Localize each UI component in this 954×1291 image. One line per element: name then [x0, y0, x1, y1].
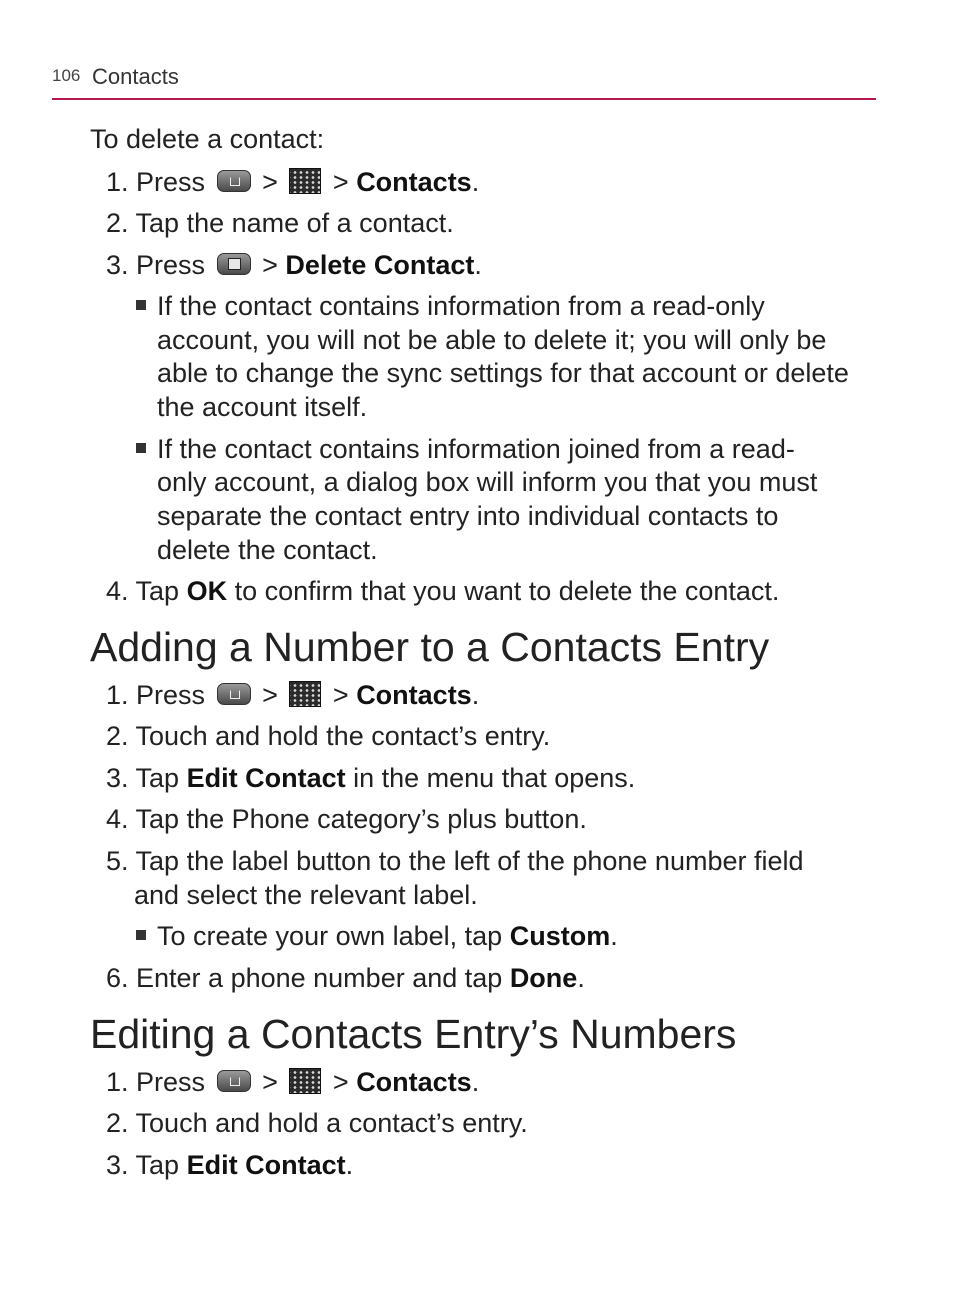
adding-step-6: 6. Enter a phone number and tap Done. [106, 963, 585, 993]
delete-bullet-1-line-2: account, you will not be able to delete it; you will only be [157, 325, 827, 355]
home-key-icon [217, 683, 251, 705]
applications-icon [289, 1068, 321, 1094]
menu-key-icon [217, 253, 251, 275]
editing-step-2: 2. Touch and hold a contact’s entry. [106, 1108, 528, 1138]
applications-icon [289, 168, 321, 194]
section-title-editing-numbers: Editing a Contacts Entry’s Numbers [90, 1011, 737, 1057]
editing-step-1: 1. Press > > Contacts. [106, 1067, 480, 1097]
section-title-adding-number: Adding a Number to a Contacts Entry [90, 624, 770, 670]
delete-step-3: 3. Press > Delete Contact. [106, 250, 482, 280]
page-header [52, 62, 876, 100]
bullet-marker [136, 930, 146, 940]
running-section-title: Contacts [92, 64, 179, 89]
delete-step-4: 4. Tap OK to confirm that you want to delete the contact. [106, 576, 780, 606]
home-key-icon [217, 1070, 251, 1092]
delete-contact-intro: To delete a contact: [90, 124, 325, 154]
delete-bullet-1-line-4: the account itself. [157, 392, 368, 422]
adding-bullet-custom: To create your own label, tap Custom. [136, 919, 618, 953]
delete-bullet-1-line-1: If the contact contains information from a read-only [136, 289, 765, 323]
delete-bullet-2-line-4: delete the contact. [157, 535, 378, 565]
adding-step-2: 2. Touch and hold the contact’s entry. [106, 721, 551, 751]
delete-step-1: 1. Press > > Contacts. [106, 167, 480, 197]
adding-step-5-line-2: and select the relevant label. [134, 880, 478, 910]
delete-bullet-2-line-3: separate the contact entry into individual contacts to [157, 501, 779, 531]
adding-step-1: 1. Press > > Contacts. [106, 680, 480, 710]
bullet-marker [136, 443, 146, 453]
delete-bullet-1-line-3: able to change the sync settings for that account or delete [157, 358, 849, 388]
delete-bullet-2-line-2: only account, a dialog box will inform you that you must [157, 467, 818, 497]
bullet-marker [136, 300, 146, 310]
delete-step-2: 2. Tap the name of a contact. [106, 208, 454, 238]
adding-step-3: 3. Tap Edit Contact in the menu that opens. [106, 763, 636, 793]
adding-step-5-line-1: 5. Tap the label button to the left of the phone number field [106, 846, 804, 876]
delete-bullet-2-line-1: If the contact contains information joined from a read- [136, 432, 795, 466]
applications-icon [289, 681, 321, 707]
page-number: 106 [52, 66, 81, 85]
home-key-icon [217, 170, 251, 192]
adding-step-4: 4. Tap the Phone category’s plus button. [106, 804, 587, 834]
editing-step-3: 3. Tap Edit Contact. [106, 1150, 354, 1180]
